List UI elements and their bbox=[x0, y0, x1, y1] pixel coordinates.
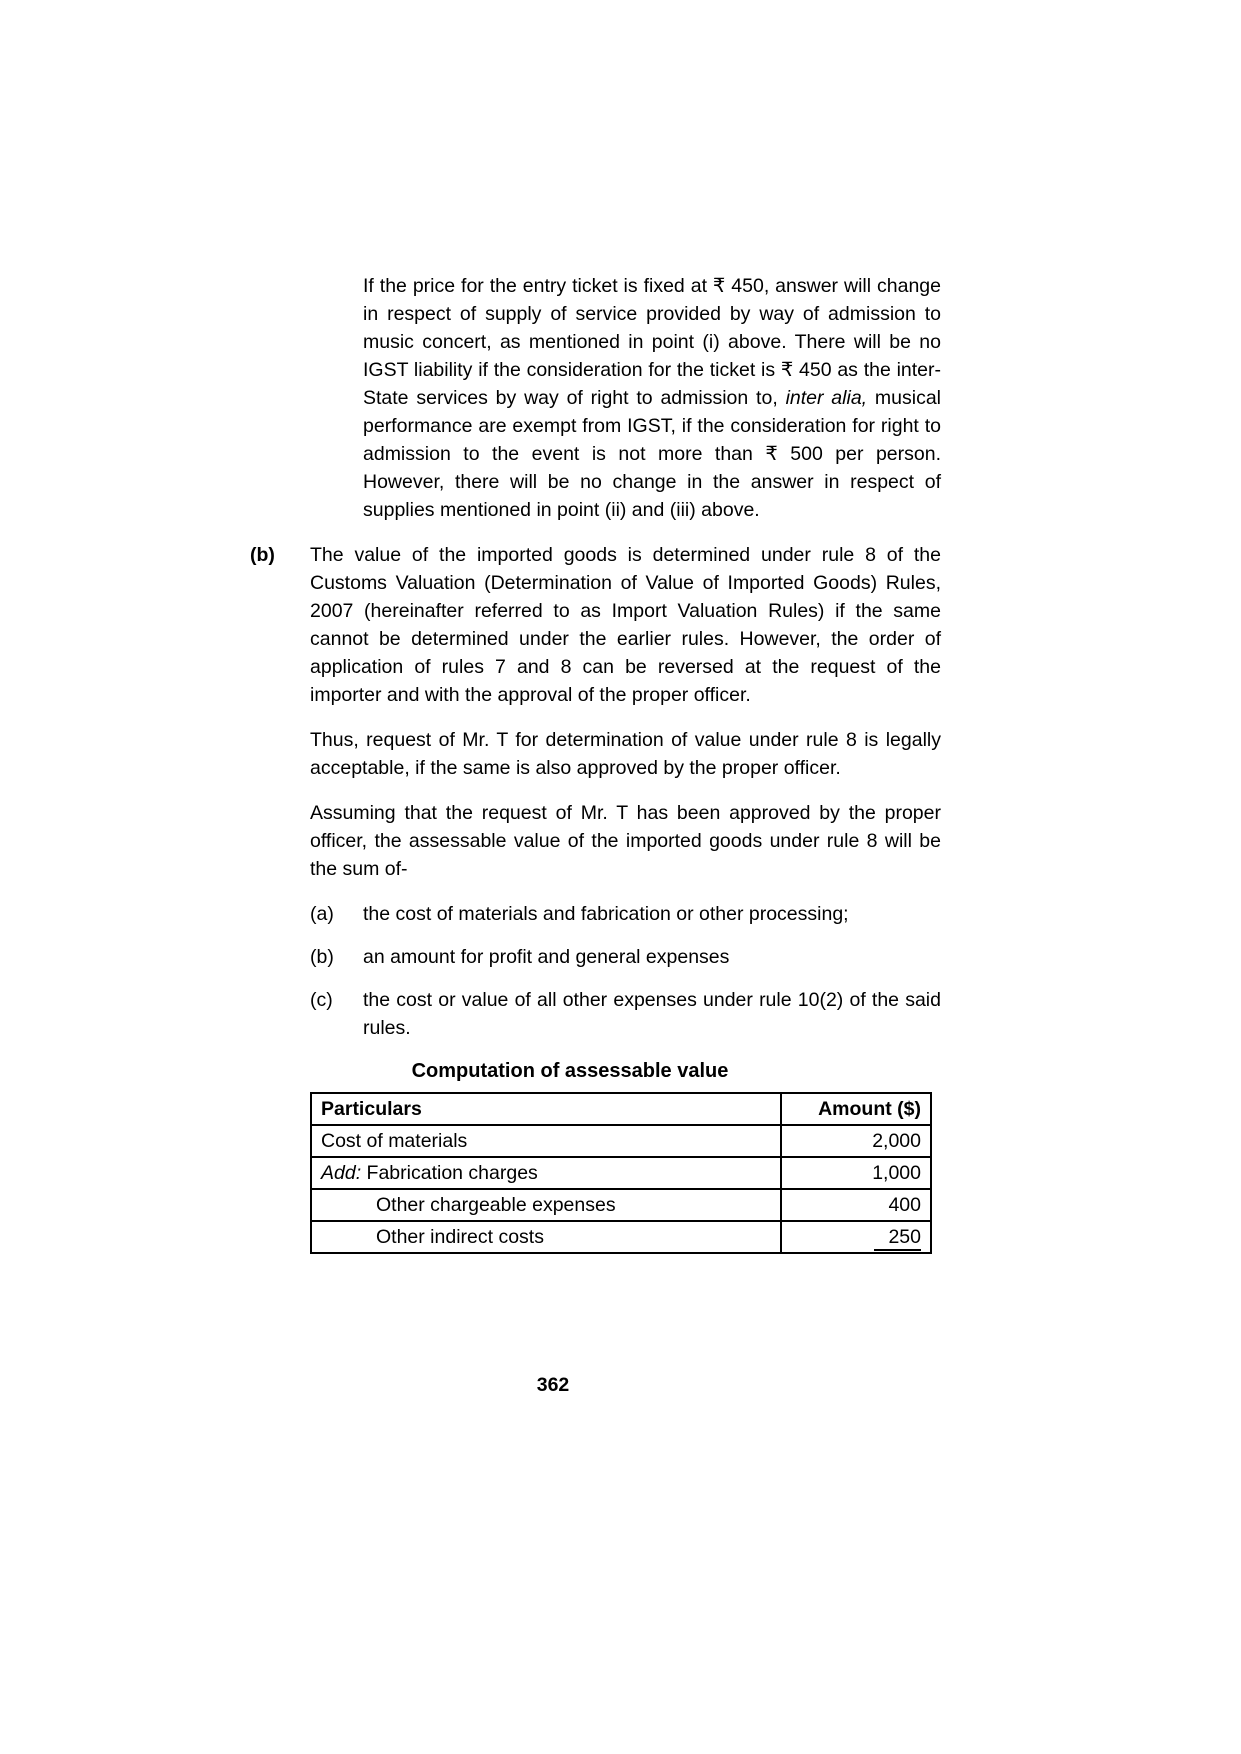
table-row bbox=[311, 1189, 931, 1221]
table-row bbox=[311, 1125, 931, 1157]
paragraph-entry-ticket bbox=[363, 272, 941, 524]
paragraph-assessable-value: Assuming that the request of Mr. T has been approved by the proper officer, the assessable value of the imported goods under rule 8 will be the sum of- bbox=[310, 802, 941, 880]
section-b-label: (b) bbox=[250, 544, 275, 566]
amount-cell: 400 bbox=[781, 1189, 931, 1221]
list-item-text: the cost of materials and fabrication or other processing; bbox=[363, 903, 849, 925]
list-item-b bbox=[310, 943, 941, 971]
particulars-cell bbox=[311, 1157, 781, 1189]
list-item-label: (a) bbox=[310, 903, 334, 925]
page-content bbox=[250, 272, 941, 1254]
table-row bbox=[311, 1221, 931, 1253]
page-number: 362 bbox=[536, 1374, 570, 1396]
list-item-a bbox=[310, 900, 941, 928]
table-row bbox=[311, 1157, 931, 1189]
paragraph-text: musical performance are exempt from IGST, if the consideration for right to admission to the event is not more than ₹ 500 per person. However, there will be no change in the answer in respect of supplies mentioned in point (ii) and (iii) above. bbox=[363, 387, 942, 521]
particulars-cell: Other chargeable expenses bbox=[311, 1189, 781, 1221]
list-item-label: (c) bbox=[310, 989, 333, 1011]
paragraph-text: If the price for the entry ticket is fixed at ₹ 450, answer will change in respect of supply of service provided by way of admission to music concert, as mentioned in point (i) above. There will be no IGST liability if the consideration for the ticket is ₹ 450 as the inter-State services by way of right to admission to, bbox=[363, 275, 941, 409]
inter-alia-italic: inter alia, bbox=[785, 387, 868, 409]
add-prefix: Add: bbox=[321, 1162, 362, 1184]
underlined-amount: 250 bbox=[874, 1225, 921, 1251]
particulars-cell: Cost of materials bbox=[311, 1125, 781, 1157]
column-header-amount: Amount ($) bbox=[781, 1093, 931, 1125]
section-b-body bbox=[310, 541, 941, 1254]
amount-cell: 1,000 bbox=[781, 1157, 931, 1189]
paragraph-valuation-rules: The value of the imported goods is determined under rule 8 of the Customs Valuation (Determination of Value of Imported Goods) Rules, 2007 (hereinafter referred to as Import Valuation Rules) if the same cannot be determined under the earlier rules. However, the order of application of rules 7 and 8 can be reversed at the request of the importer and with the approval of the proper officer. bbox=[310, 544, 941, 706]
list-item-text: an amount for profit and general expenses bbox=[363, 946, 730, 968]
list-item-label: (b) bbox=[310, 946, 334, 968]
column-header-particulars: Particulars bbox=[311, 1093, 781, 1125]
amount-cell bbox=[781, 1221, 931, 1253]
amount-cell: 2,000 bbox=[781, 1125, 931, 1157]
table-title: Computation of assessable value bbox=[411, 1060, 729, 1082]
list-item-c bbox=[310, 986, 941, 1042]
assessable-value-table bbox=[310, 1092, 932, 1254]
list-item-text: the cost or value of all other expenses under rule 10(2) of the said rules. bbox=[363, 989, 941, 1039]
section-b bbox=[250, 541, 941, 1254]
particulars-text: Fabrication charges bbox=[361, 1162, 538, 1184]
table-header-row bbox=[311, 1093, 931, 1125]
paragraph-request-acceptable: Thus, request of Mr. T for determination of value under rule 8 is legally acceptable, if the same is also approved by the proper officer. bbox=[310, 729, 941, 779]
particulars-cell: Other indirect costs bbox=[311, 1221, 781, 1253]
